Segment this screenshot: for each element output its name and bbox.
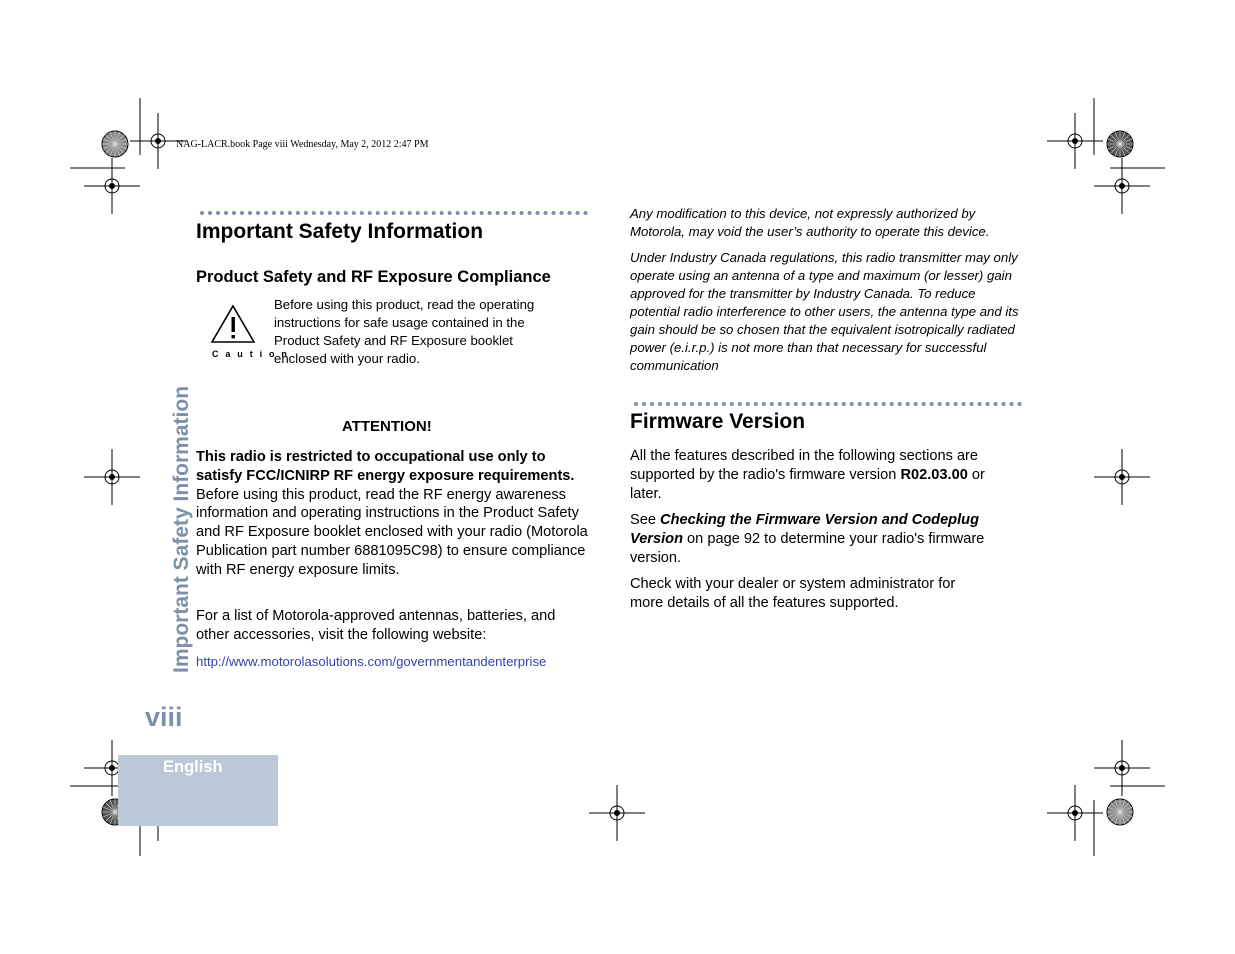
firmware-version-value: R02.03.00 bbox=[900, 466, 968, 483]
language-label: English bbox=[163, 758, 223, 776]
industry-canada-note: Under Industry Canada regulations, this radio transmitter may only operate using an antenna of a type and maximum (or lesser) gain approved for the transmitter by Industry Canada. To reduce potential radio interference to other users, the antenna type and its gain should be so chosen that the equivalent isotropically radiated power (e.i.r.p.) is not more than that necessary for successful communication bbox=[630, 250, 1019, 373]
firmware-divider bbox=[634, 402, 1022, 406]
website-link[interactable]: http://www.motorolasolutions.com/governmentandenterprise bbox=[196, 654, 547, 669]
subsection-title: Product Safety and RF Exposure Compliance bbox=[196, 268, 551, 286]
warning-triangle-icon bbox=[210, 304, 256, 344]
caution-block bbox=[208, 302, 290, 362]
firmware-title: Firmware Version bbox=[630, 410, 806, 433]
attention-heading: ATTENTION! bbox=[342, 418, 432, 435]
firmware-paragraph-2 bbox=[630, 511, 1020, 567]
restriction-text: Before using this product, read the RF energy awareness information and operating instructions in the Product Safety and RF Exposure booklet enclosed with your radio (Motorola Publication part number 6881095C98) to ensure compliance with RF energy exposure limits. bbox=[196, 486, 588, 578]
firmware-crossref-link[interactable]: Checking the Firmware Version and Codeplug Version bbox=[630, 512, 979, 547]
page-number: viii bbox=[145, 702, 183, 732]
caution-text: Before using this product, read the operating instructions for safe usage contained in the Product Safety and RF Exposure booklet enclosed with your radio. bbox=[274, 297, 535, 366]
caution-label: C a u t i o n bbox=[212, 349, 290, 359]
restriction-paragraph bbox=[196, 448, 592, 580]
section-title: Important Safety Information bbox=[196, 220, 484, 243]
firmware-p1-text: All the features described in the following sections are supported by the radio's firmware version bbox=[630, 448, 979, 483]
restriction-bold: This radio is restricted to occupational use only to satisfy FCC/ICNIRP RF energy exposure requirements. bbox=[196, 449, 575, 484]
firmware-p1-suffix: or later. bbox=[630, 466, 985, 502]
firmware-paragraph-3: Check with your dealer or system administrator for more details of all the features supported. bbox=[630, 576, 956, 611]
firmware-paragraph-1 bbox=[630, 447, 1020, 503]
header-stamp: NAG-LACR.book Page viii Wednesday, May 2, 2012 2:47 PM bbox=[176, 139, 429, 150]
accessories-paragraph: For a list of Motorola-approved antennas, batteries, and other accessories, visit the following website: bbox=[196, 608, 556, 643]
firmware-p2-text: on page 92 to determine your radio's firmware version. bbox=[630, 530, 985, 566]
firmware-p2-see: See bbox=[630, 512, 661, 528]
modification-note: Any modification to this device, not expressly authorized by Motorola, may void the user’s authority to operate this device. bbox=[630, 206, 990, 239]
vertical-section-title: Important Safety Information bbox=[170, 385, 193, 673]
section-divider bbox=[200, 211, 588, 215]
